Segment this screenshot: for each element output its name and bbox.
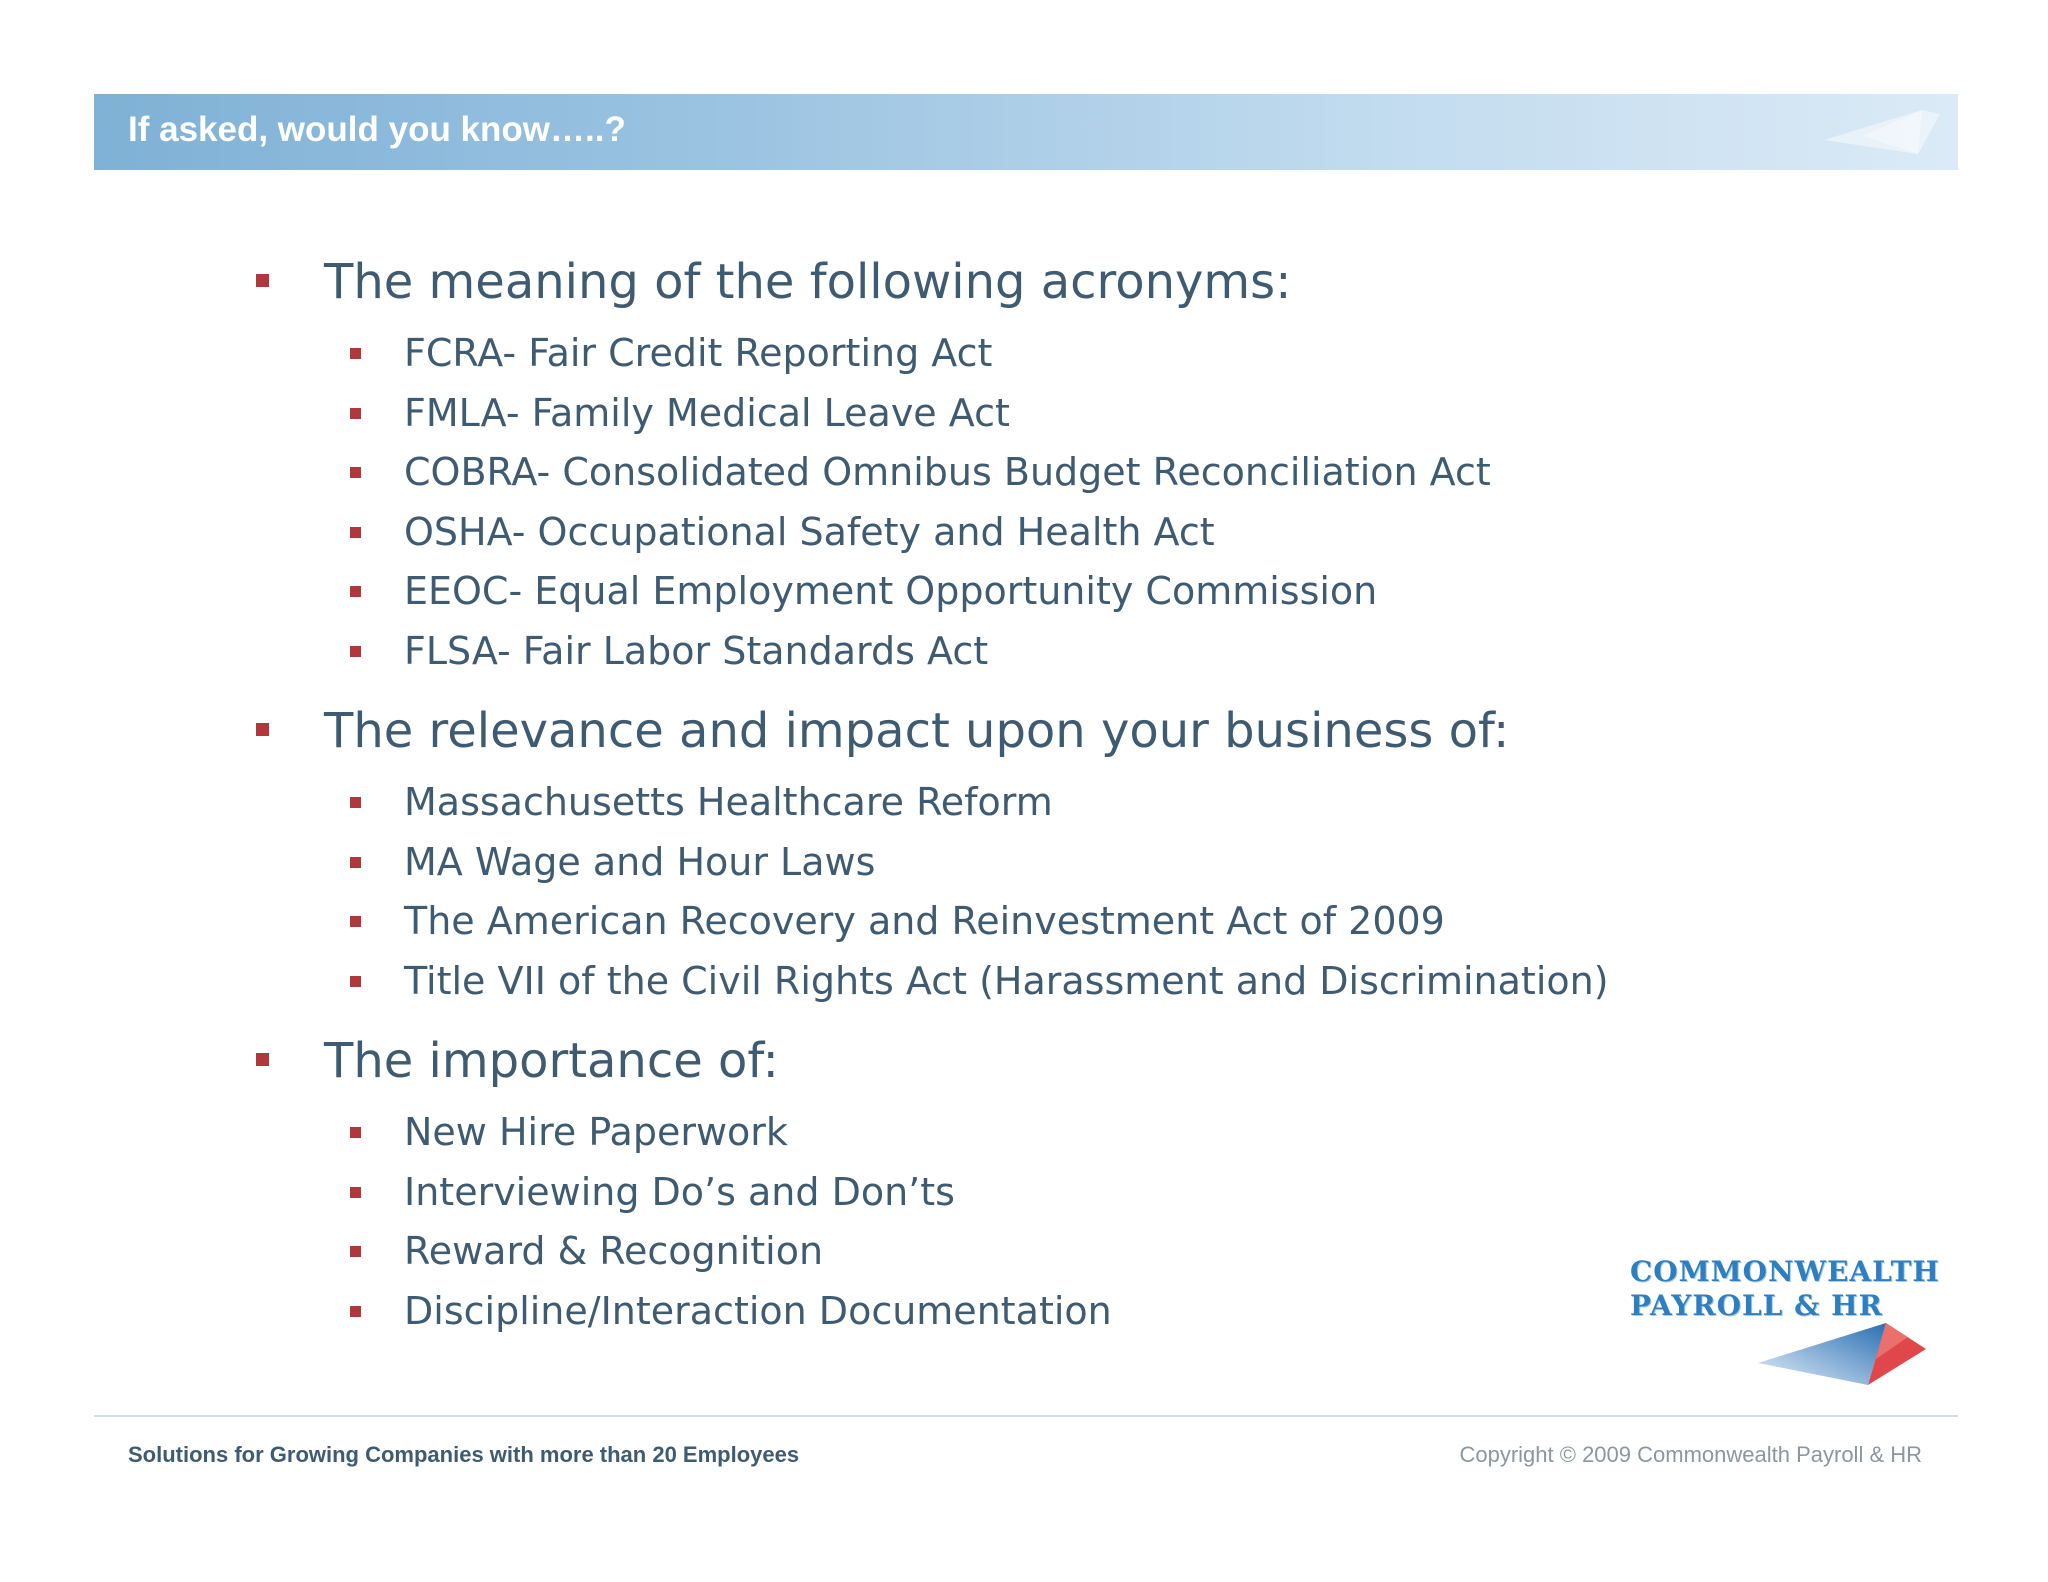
bullet-content <box>250 250 1750 1359</box>
list-item: Reward & Recognition <box>250 1222 1750 1282</box>
section-heading <box>250 250 1750 314</box>
footer-tagline: Solutions for Growing Companies with more than 20 Employees <box>128 1442 800 1467</box>
list-item: The American Recovery and Reinvestment Act of 2009 <box>250 892 1750 952</box>
square-bullet-icon <box>350 646 361 657</box>
square-bullet-icon <box>350 527 361 538</box>
section-heading <box>250 699 1750 763</box>
square-bullet-icon <box>350 408 361 419</box>
list-item: FCRA- Fair Credit Reporting Act <box>250 324 1750 384</box>
list-item: FLSA- Fair Labor Standards Act <box>250 622 1750 682</box>
square-bullet-icon <box>350 467 361 478</box>
square-bullet-icon <box>350 857 361 868</box>
list-item: Massachusetts Healthcare Reform <box>250 773 1750 833</box>
logo-text-line2: PAYROLL & HR <box>1630 1289 1883 1322</box>
square-bullet-icon <box>350 797 361 808</box>
list-item: Discipline/Interaction Documentation <box>250 1282 1750 1342</box>
footer-copyright: Copyright © 2009 Commonwealth Payroll & HR <box>1459 1442 1922 1467</box>
arrow-logo-icon <box>1822 100 1942 164</box>
list-item: EEOC- Equal Employment Opportunity Commission <box>250 562 1750 622</box>
square-bullet-icon <box>350 586 361 597</box>
list-item: OSHA- Occupational Safety and Health Act <box>250 503 1750 563</box>
square-bullet-icon <box>350 1246 361 1257</box>
section-heading-text: The meaning of the following acronyms: <box>324 254 1292 310</box>
section-heading-text: The importance of: <box>324 1033 779 1089</box>
sub-list <box>250 324 1750 681</box>
square-bullet-icon <box>256 1053 269 1066</box>
square-bullet-icon <box>350 1187 361 1198</box>
footer-divider <box>94 1415 1958 1417</box>
section-heading <box>250 1029 1750 1093</box>
header-bar <box>94 94 1958 170</box>
square-bullet-icon <box>350 916 361 927</box>
list-item: Title VII of the Civil Rights Act (Harassment and Discrimination) <box>250 952 1750 1012</box>
list-item: New Hire Paperwork <box>250 1103 1750 1163</box>
sub-list <box>250 1103 1750 1341</box>
square-bullet-icon <box>256 274 269 287</box>
square-bullet-icon <box>350 976 361 987</box>
square-bullet-icon <box>256 723 269 736</box>
sub-list <box>250 773 1750 1011</box>
section-heading-text: The relevance and impact upon your business of: <box>324 703 1510 759</box>
square-bullet-icon <box>350 1306 361 1317</box>
square-bullet-icon <box>350 1127 361 1138</box>
list-item: FMLA- Family Medical Leave Act <box>250 384 1750 444</box>
section-acronyms <box>250 250 1750 681</box>
square-bullet-icon <box>350 348 361 359</box>
slide-title: If asked, would you know…..? <box>128 110 626 149</box>
company-logo <box>1628 1255 1940 1390</box>
list-item: COBRA- Consolidated Omnibus Budget Reconciliation Act <box>250 443 1750 503</box>
section-relevance <box>250 699 1750 1011</box>
arrow-mark-icon <box>1758 1315 1928 1395</box>
section-importance <box>250 1029 1750 1341</box>
logo-text-line1: COMMONWEALTH <box>1630 1255 1940 1288</box>
list-item: MA Wage and Hour Laws <box>250 833 1750 893</box>
list-item: Interviewing Do’s and Don’ts <box>250 1163 1750 1223</box>
